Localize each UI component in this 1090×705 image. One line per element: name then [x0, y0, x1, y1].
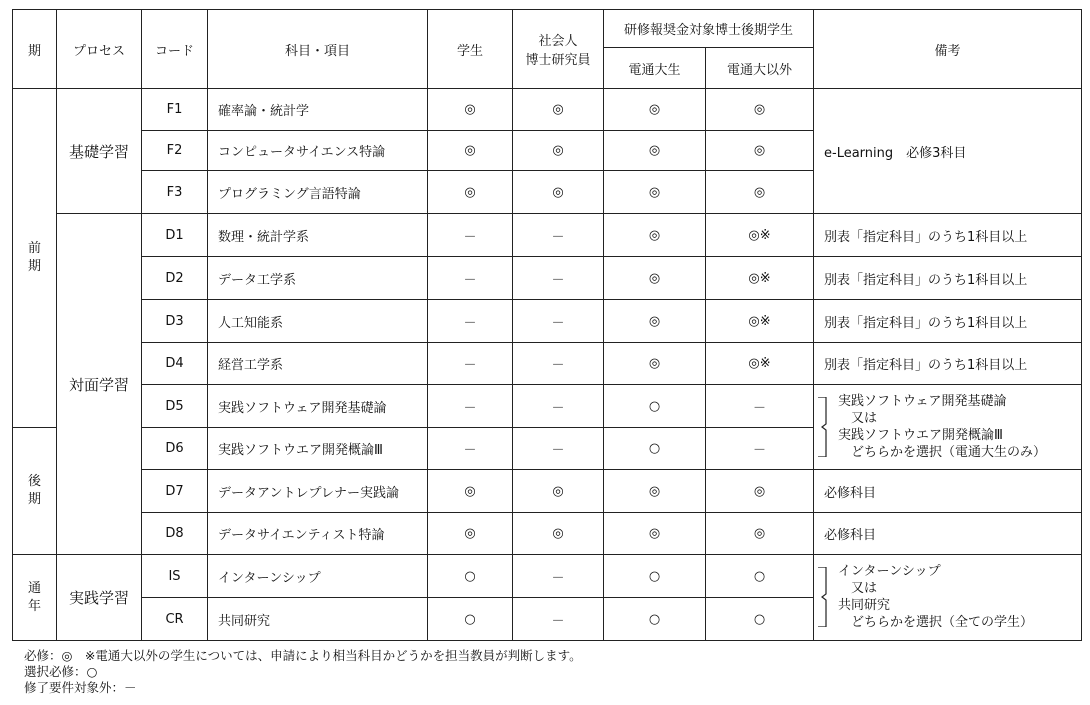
uec-cell: ◎	[604, 513, 706, 555]
non-uec-cell: ◎	[706, 171, 814, 214]
process-practice: 実践学習	[57, 555, 142, 641]
code-cell: D1	[142, 214, 208, 257]
remark-line: 実践ソフトウエア開発概論Ⅲ	[838, 428, 1003, 443]
code-cell: D2	[142, 257, 208, 300]
working-cell: －	[513, 214, 604, 257]
brace-icon	[817, 397, 827, 457]
uec-cell: ◎	[604, 343, 706, 385]
header-non-uec: 電通大以外	[706, 48, 814, 89]
remark-line: どちらかを選択（電通大生のみ）	[838, 445, 1047, 460]
non-uec-cell: ◎※	[706, 343, 814, 385]
code-cell: D8	[142, 513, 208, 555]
subject-cell: 数理・統計学系	[208, 214, 428, 257]
student-cell: ○	[428, 555, 513, 598]
working-cell: －	[513, 343, 604, 385]
remark-line: 実践ソフトウェア開発基礎論	[838, 394, 1007, 409]
uec-cell: ◎	[604, 171, 706, 214]
process-facetoface: 対面学習	[57, 214, 142, 555]
uec-cell: ○	[604, 428, 706, 470]
non-uec-cell: ◎	[706, 89, 814, 131]
non-uec-cell: ◎※	[706, 257, 814, 300]
student-cell: －	[428, 214, 513, 257]
process-basic: 基礎学習	[57, 89, 142, 214]
subject-cell: 確率論・統計学	[208, 89, 428, 131]
non-uec-cell: ◎	[706, 513, 814, 555]
remark-line: 又は	[838, 411, 878, 426]
code-cell: F3	[142, 171, 208, 214]
period-kouki-char2: 期	[27, 492, 41, 507]
non-uec-cell: ◎※	[706, 214, 814, 257]
non-uec-cell: ◎	[706, 470, 814, 513]
code-cell: D7	[142, 470, 208, 513]
subject-cell: 実践ソフトウエア開発概論Ⅲ	[208, 428, 428, 470]
period-kouki	[13, 428, 57, 555]
student-cell: ◎	[428, 470, 513, 513]
uec-cell: ◎	[604, 257, 706, 300]
student-cell: ◎	[428, 131, 513, 171]
uec-cell: ○	[604, 385, 706, 428]
code-cell: D6	[142, 428, 208, 470]
header-process: プロセス	[57, 10, 142, 89]
non-uec-cell: ○	[706, 598, 814, 641]
student-cell: ◎	[428, 513, 513, 555]
code-cell: F2	[142, 131, 208, 171]
legend-required: 必修：◎ ※電通大以外の学生については、申請により相当科目かどうかを担当教員が判断します。	[24, 648, 582, 663]
non-uec-cell: ◎※	[706, 300, 814, 343]
student-cell: ○	[428, 598, 513, 641]
remark-d5-d6	[814, 385, 1082, 470]
code-cell: D3	[142, 300, 208, 343]
subject-cell: データ工学系	[208, 257, 428, 300]
legend-excluded: 修了要件対象外：－	[24, 680, 137, 695]
period-tsunen-char1: 通	[27, 580, 41, 596]
working-cell: ◎	[513, 131, 604, 171]
legend-elective: 選択必修：○	[24, 664, 98, 679]
working-cell: －	[513, 385, 604, 428]
header-working-doctoral	[513, 10, 604, 89]
header-remarks: 備考	[814, 10, 1082, 89]
student-cell: ◎	[428, 89, 513, 131]
student-cell: －	[428, 343, 513, 385]
remark-d5-d6-text	[838, 393, 1046, 461]
header-working-line1: 社会人	[538, 34, 578, 49]
remark-line: インターンシップ	[838, 564, 941, 579]
subject-cell: 共同研究	[208, 598, 428, 641]
period-tsunen-char2: 年	[27, 598, 41, 614]
non-uec-cell: ◎	[706, 131, 814, 171]
subject-cell: データサイエンティスト特論	[208, 513, 428, 555]
remark-is-cr-text	[838, 563, 1033, 631]
working-cell: ◎	[513, 171, 604, 214]
code-cell: CR	[142, 598, 208, 641]
working-cell: ◎	[513, 89, 604, 131]
student-cell: －	[428, 300, 513, 343]
code-cell: D5	[142, 385, 208, 428]
remark-elearning: e-Learning 必修3科目	[814, 89, 1082, 214]
student-cell: －	[428, 428, 513, 470]
working-cell: －	[513, 257, 604, 300]
remark-is-cr	[814, 555, 1082, 641]
non-uec-cell: －	[706, 428, 814, 470]
remark-cell: 別表「指定科目」のうち1科目以上	[814, 300, 1082, 343]
remark-cell: 別表「指定科目」のうち1科目以上	[814, 343, 1082, 385]
uec-cell: ◎	[604, 89, 706, 131]
period-zenki	[13, 89, 57, 428]
brace-icon	[817, 567, 827, 627]
remark-line: 又は	[838, 581, 878, 596]
subject-cell: コンピュータサイエンス特論	[208, 131, 428, 171]
remark-cell: 別表「指定科目」のうち1科目以上	[814, 214, 1082, 257]
code-cell: F1	[142, 89, 208, 131]
period-tsunen	[13, 555, 57, 641]
header-uec: 電通大生	[604, 48, 706, 89]
working-cell: ◎	[513, 470, 604, 513]
remark-line: 共同研究	[838, 598, 891, 613]
code-cell: IS	[142, 555, 208, 598]
student-cell: ◎	[428, 171, 513, 214]
subject-cell: 人工知能系	[208, 300, 428, 343]
student-cell: －	[428, 385, 513, 428]
uec-cell: ◎	[604, 214, 706, 257]
remark-cell: 必修科目	[814, 470, 1082, 513]
remark-line: どちらかを選択（全ての学生）	[838, 615, 1034, 630]
uec-cell: ◎	[604, 300, 706, 343]
remark-cell: 別表「指定科目」のうち1科目以上	[814, 257, 1082, 300]
subject-cell: インターンシップ	[208, 555, 428, 598]
header-period: 期	[13, 10, 57, 89]
legend-notes	[24, 648, 582, 696]
header-subject: 科目・項目	[208, 10, 428, 89]
uec-cell: ○	[604, 598, 706, 641]
code-cell: D4	[142, 343, 208, 385]
uec-cell: ○	[604, 555, 706, 598]
subject-cell: 経営工学系	[208, 343, 428, 385]
period-kouki-char1: 後	[27, 474, 41, 489]
working-cell: －	[513, 598, 604, 641]
header-scholarship: 研修報奨金対象博士後期学生	[604, 10, 814, 48]
uec-cell: ◎	[604, 470, 706, 513]
remark-cell: 必修科目	[814, 513, 1082, 555]
header-student: 学生	[428, 10, 513, 89]
header-working-line2: 博士研究員	[525, 53, 591, 68]
student-cell: －	[428, 257, 513, 300]
subject-cell: データアントレプレナー実践論	[208, 470, 428, 513]
working-cell: －	[513, 428, 604, 470]
uec-cell: ◎	[604, 131, 706, 171]
working-cell: ◎	[513, 513, 604, 555]
subject-cell: プログラミング言語特論	[208, 171, 428, 214]
header-code: コード	[142, 10, 208, 89]
period-zenki-char2: 期	[27, 259, 41, 274]
non-uec-cell: ○	[706, 555, 814, 598]
working-cell: －	[513, 300, 604, 343]
period-zenki-char1: 前	[27, 241, 41, 256]
non-uec-cell: －	[706, 385, 814, 428]
curriculum-table	[12, 9, 1082, 641]
subject-cell: 実践ソフトウェア開発基礎論	[208, 385, 428, 428]
working-cell: －	[513, 555, 604, 598]
